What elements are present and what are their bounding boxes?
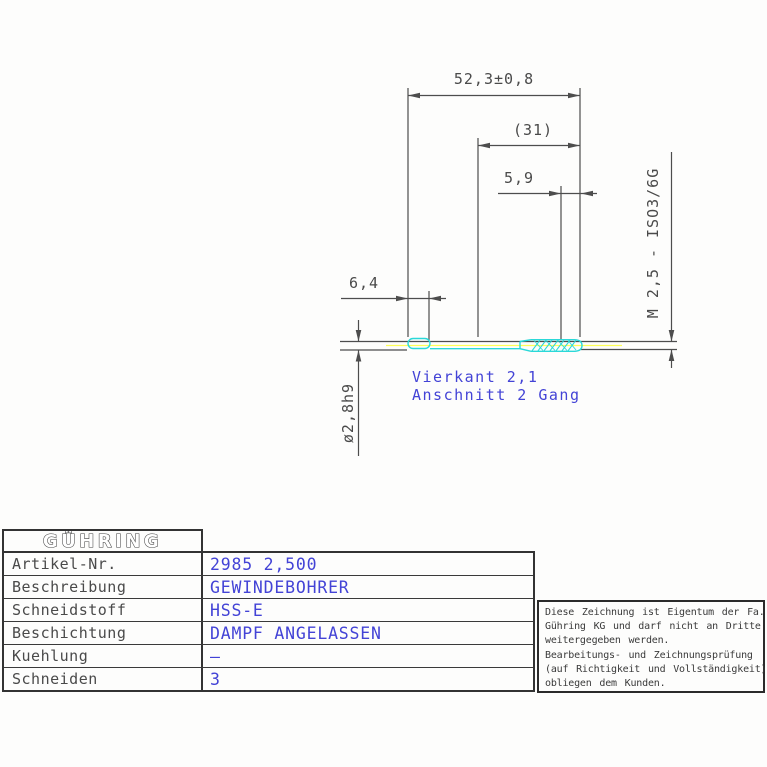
logo-cell — [2, 529, 203, 553]
row-label: Schneiden — [4, 668, 203, 690]
disclaimer-line: weitergegeben werden. — [545, 635, 670, 647]
disclaimer-line: Diese Zeichnung ist Eigentum der Fa. — [545, 607, 765, 618]
row-value: HSS-E — [210, 600, 264, 620]
annotation-square: Vierkant 2,1 — [412, 368, 539, 386]
row-label: Kuehlung — [4, 645, 203, 667]
disclaimer-line: Gühring KG und darf nicht an Dritte — [545, 621, 761, 633]
table-row — [4, 645, 533, 668]
row-label: Beschreibung — [4, 576, 203, 598]
row-label: Beschichtung — [4, 622, 203, 644]
dim-shank-diameter-label: ø2,8h9 — [339, 382, 357, 444]
guehring-logo-text: GÜHRING — [42, 531, 163, 551]
row-label: Schneidstoff — [4, 599, 203, 621]
dim-ref-length-label: (31) — [512, 121, 554, 139]
row-value: DAMPF ANGELASSEN — [210, 623, 382, 643]
table-row — [4, 599, 533, 622]
dim-chamfer-length-label: 5,9 — [503, 169, 535, 187]
tap-square-end — [408, 339, 430, 349]
row-value: – — [210, 646, 221, 666]
table-row — [4, 553, 533, 576]
table-row — [4, 622, 533, 645]
title-block-table — [2, 551, 535, 692]
dim-total-length-label: 52,3±0,8 — [453, 70, 535, 88]
row-value: GEWINDEBOHRER — [210, 577, 350, 597]
row-label: Artikel-Nr. — [4, 553, 203, 575]
row-value: 2985 2,500 — [210, 554, 318, 574]
annotation-lead: Anschnitt 2 Gang — [412, 386, 581, 404]
row-value: 3 — [210, 669, 221, 689]
disclaimer-line: obliegen dem Kunden. — [545, 678, 666, 690]
disclaimer-box — [537, 600, 765, 693]
table-row — [4, 668, 533, 690]
dim-thread-spec-label: M 2,5 - ISO3/6G — [644, 167, 662, 319]
disclaimer-line: (auf Richtigkeit und Vollständigkeit) — [545, 663, 767, 675]
disclaimer-line: Bearbeitungs- und Zeichnungsprüfung — [545, 649, 753, 661]
table-row — [4, 576, 533, 599]
extension-lines — [340, 88, 677, 350]
dim-square-length-label: 6,4 — [348, 274, 380, 292]
guehring-logo — [4, 531, 201, 551]
